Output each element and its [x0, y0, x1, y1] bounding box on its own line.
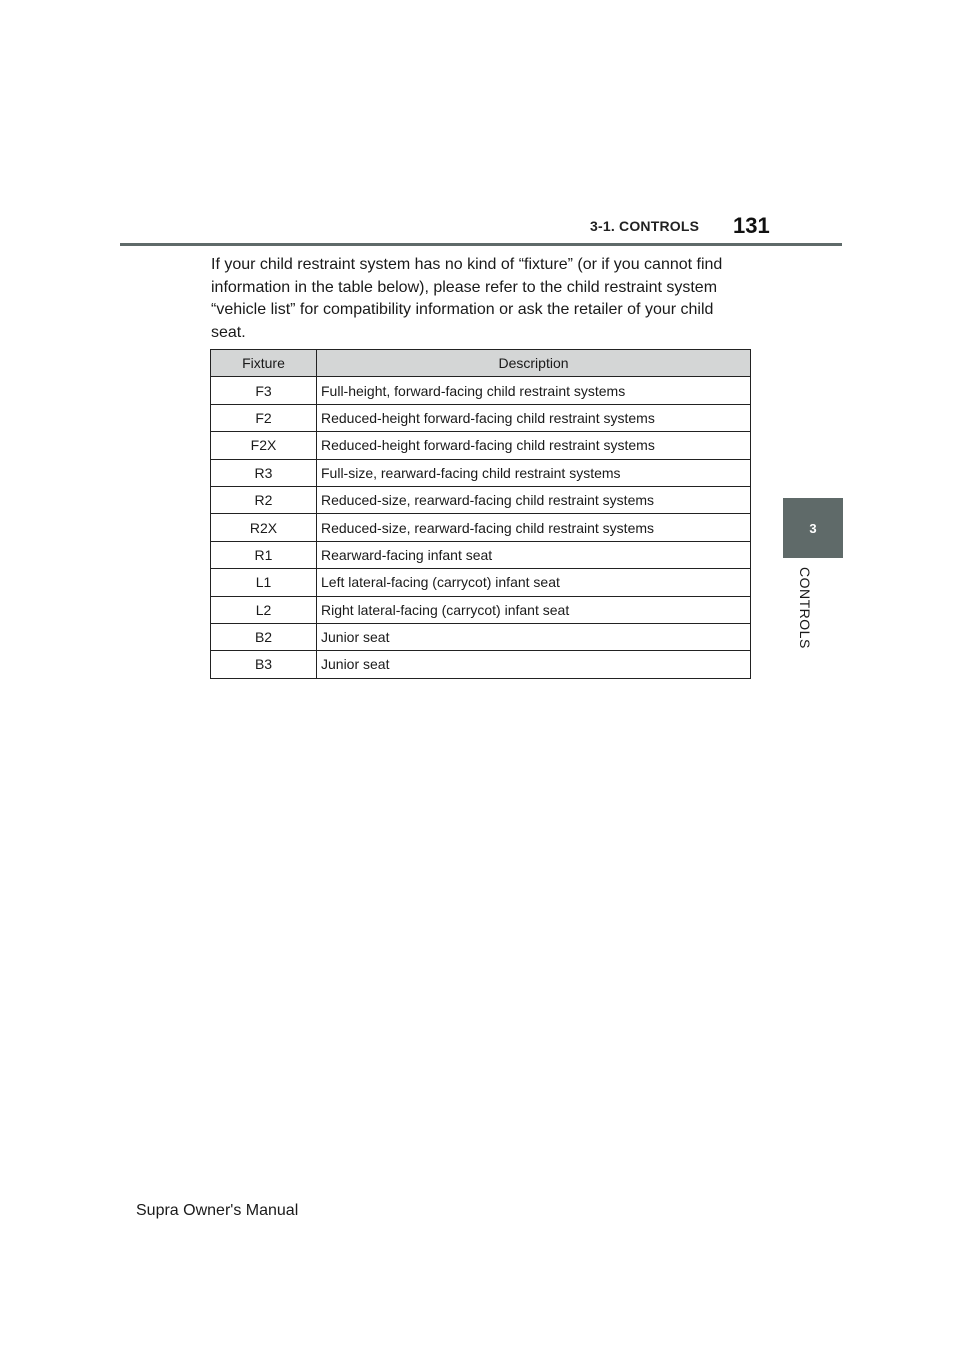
fixture-code: B3 — [211, 651, 317, 678]
fixture-description: Reduced-height forward-facing child restraint systems — [317, 432, 751, 459]
column-header-description: Description — [317, 350, 751, 377]
fixture-code: R3 — [211, 459, 317, 486]
chapter-label: CONTROLS — [797, 567, 813, 649]
fixture-description: Right lateral-facing (carrycot) infant seat — [317, 596, 751, 623]
table-row — [211, 432, 751, 459]
fixture-code: F3 — [211, 377, 317, 404]
intro-paragraph — [211, 254, 751, 344]
column-header-fixture: Fixture — [211, 350, 317, 377]
fixture-description: Rearward-facing infant seat — [317, 541, 751, 568]
fixture-description: Full-size, rearward-facing child restraint systems — [317, 459, 751, 486]
fixture-code: B2 — [211, 623, 317, 650]
table-header-row — [211, 350, 751, 377]
section-title: 3-1. CONTROLS — [590, 218, 700, 234]
fixture-code: L1 — [211, 569, 317, 596]
table-row — [211, 569, 751, 596]
fixture-description: Reduced-height forward-facing child restraint systems — [317, 404, 751, 431]
fixture-description: Full-height, forward-facing child restraint systems — [317, 377, 751, 404]
footer-text: Supra Owner's Manual — [136, 1202, 299, 1219]
fixture-description: Junior seat — [317, 651, 751, 678]
table-row — [211, 486, 751, 513]
fixture-code: L2 — [211, 596, 317, 623]
table-row — [211, 541, 751, 568]
header-rule — [120, 243, 842, 246]
chapter-number: 3 — [809, 520, 817, 536]
intro-line: If your child restraint system has no kind of “fixture” (or if you cannot find — [211, 256, 723, 273]
table-row — [211, 514, 751, 541]
fixture-description: Junior seat — [317, 623, 751, 650]
intro-line: seat. — [211, 323, 246, 341]
fixture-code: R2X — [211, 514, 317, 541]
fixture-code: R2 — [211, 486, 317, 513]
page-number: 131 — [733, 213, 770, 238]
chapter-tab — [783, 498, 843, 558]
table-row — [211, 623, 751, 650]
fixture-code: F2 — [211, 404, 317, 431]
table-row — [211, 377, 751, 404]
fixture-description: Reduced-size, rearward-facing child restraint systems — [317, 486, 751, 513]
fixture-code: F2X — [211, 432, 317, 459]
table-row — [211, 404, 751, 431]
table-row — [211, 459, 751, 486]
fixture-code: R1 — [211, 541, 317, 568]
fixture-description: Reduced-size, rearward-facing child restraint systems — [317, 514, 751, 541]
table-row — [211, 651, 751, 678]
table-row — [211, 596, 751, 623]
intro-line: “vehicle list” for compatibility information or ask the retailer of your child — [211, 301, 714, 318]
fixture-description: Left lateral-facing (carrycot) infant seat — [317, 569, 751, 596]
intro-line: information in the table below), please refer to the child restraint system — [211, 278, 718, 296]
fixture-table — [210, 349, 751, 679]
